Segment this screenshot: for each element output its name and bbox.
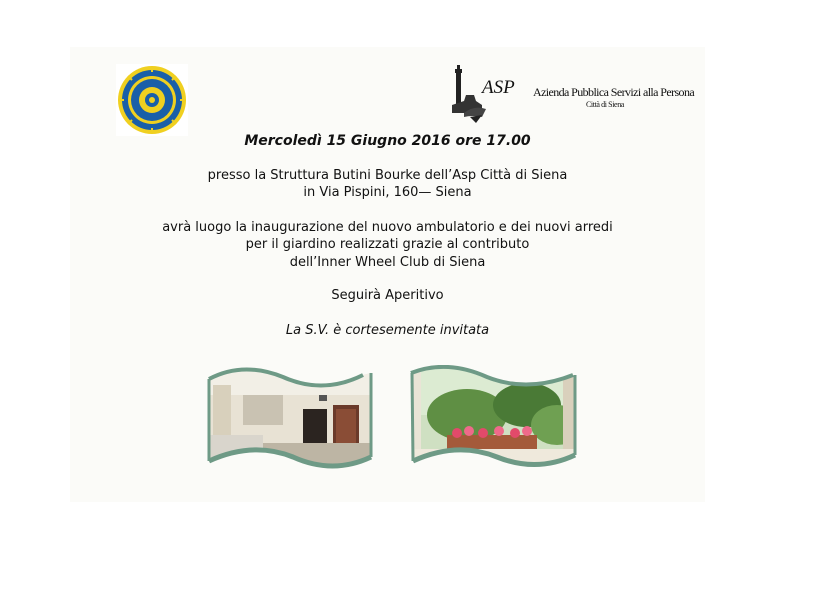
asp-logo-text: ASP xyxy=(482,77,515,98)
asp-logo-icon xyxy=(452,65,522,123)
description-line-3: dell’Inner Wheel Club di Siena xyxy=(289,255,486,270)
event-date: Mercoledì 15 Giugno 2016 ore 17.00 xyxy=(244,133,531,149)
interior-room-photo xyxy=(203,365,378,477)
venue-line-2: in Via Pispini, 160— Siena xyxy=(303,185,472,200)
invitation-card xyxy=(70,47,705,502)
garden-window-photo xyxy=(407,365,582,477)
description-line-1: avrà luogo la inaugurazione del nuovo ambulatorio e dei nuovi arredi xyxy=(162,220,613,235)
venue-line-1: presso la Struttura Butini Bourke dell’Asp Città di Siena xyxy=(207,168,568,183)
aperitivo-line: Seguirà Aperitivo xyxy=(331,288,444,303)
description-line-2: per il giardino realizzati grazie al contributo xyxy=(245,237,530,252)
asp-organization-city: Città di Siena xyxy=(586,100,624,109)
closing-line: La S.V. è cortesemente invitata xyxy=(285,323,490,338)
inner-wheel-emblem-icon xyxy=(116,64,188,136)
asp-organization-name: Azienda Pubblica Servizi alla Persona xyxy=(533,85,695,99)
